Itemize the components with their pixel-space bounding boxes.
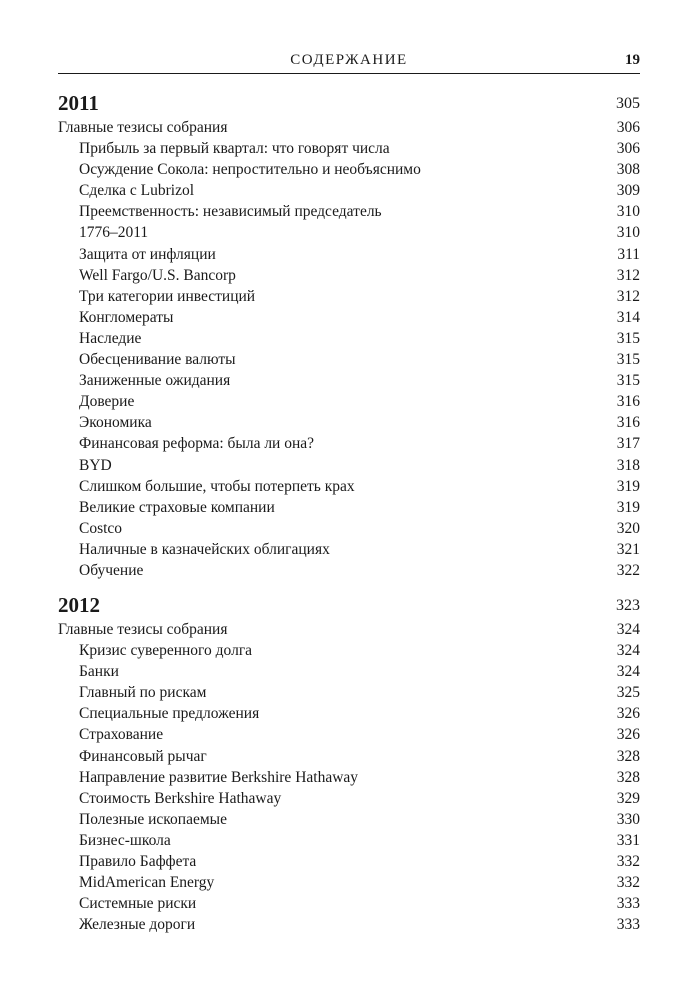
entry-page-number: 311	[617, 245, 640, 263]
toc-entry	[58, 914, 640, 935]
entry-page-number: 316	[616, 393, 640, 411]
entry-title: Главный по рискам	[79, 684, 207, 702]
running-title: СОДЕРЖАНИЕ	[290, 52, 408, 68]
toc-entry-main	[58, 117, 640, 138]
entry-page-number: 330	[616, 810, 640, 828]
entry-title: Банки	[79, 663, 119, 681]
running-header	[58, 50, 640, 72]
toc-entry	[58, 893, 640, 914]
entry-title: 1776–2011	[79, 224, 149, 242]
entry-page-number: 324	[616, 642, 640, 660]
entry-page-number: 325	[616, 684, 640, 702]
toc-entry	[58, 307, 640, 328]
entry-page-number: 328	[616, 768, 640, 786]
toc-entry	[58, 265, 640, 286]
entry-page-number: 317	[616, 435, 640, 453]
entry-title: Преемственность: независимый председатель	[79, 203, 382, 221]
entry-page-number: 312	[616, 287, 640, 305]
entry-page-number: 318	[616, 456, 640, 474]
toc-entry	[58, 180, 640, 201]
entry-title: Бизнес-школа	[79, 831, 171, 849]
toc-section-2011	[58, 89, 640, 581]
entry-page-number: 332	[616, 853, 640, 871]
entry-title: Главные тезисы собрания	[58, 621, 228, 638]
year-title: 2011	[58, 91, 99, 115]
toc-entry	[58, 661, 640, 682]
toc-entry	[58, 222, 640, 243]
entry-page-number: 329	[616, 789, 640, 807]
toc-entry	[58, 872, 640, 893]
toc-entry	[58, 767, 640, 788]
entry-title: Экономика	[79, 414, 152, 432]
toc-entry	[58, 412, 640, 433]
entry-title: Обесценивание валюты	[79, 351, 236, 369]
entry-page-number: 321	[616, 540, 640, 558]
toc-entry-main	[58, 619, 640, 640]
toc-entry	[58, 433, 640, 454]
entry-title: Финансовая реформа: была ли она?	[79, 435, 315, 453]
toc-entry	[58, 746, 640, 767]
entry-page-number: 328	[616, 747, 640, 765]
entry-page-number: 324	[616, 621, 640, 638]
entry-page-number: 326	[616, 726, 640, 744]
entry-title: Конгломераты	[79, 308, 174, 326]
entry-title: MidAmerican Energy	[79, 874, 215, 892]
entry-page-number: 324	[616, 663, 640, 681]
entry-page-number: 322	[616, 561, 640, 579]
entry-title: Направление развитие Berkshire Hathaway	[79, 768, 359, 786]
entry-page-number: 312	[616, 266, 640, 284]
entry-title: BYD	[79, 456, 112, 474]
entry-page-number: 315	[616, 329, 640, 347]
toc-entry-list	[58, 138, 640, 581]
toc-entry	[58, 476, 640, 497]
entry-page-number: 332	[616, 874, 640, 892]
entry-page-number: 315	[616, 351, 640, 369]
toc-entry	[58, 724, 640, 745]
entry-title: Прибыль за первый квартал: что говорят числа	[79, 140, 390, 158]
entry-page-number: 309	[616, 182, 640, 200]
entry-page-number: 310	[616, 224, 640, 242]
entry-title: Well Fargo/U.S. Bancorp	[79, 266, 236, 284]
toc-entry	[58, 560, 640, 581]
toc-entry-list	[58, 640, 640, 935]
entry-title: Кризис суверенного долга	[79, 642, 253, 660]
entry-title: Наследие	[79, 329, 142, 347]
entry-title: Слишком большие, чтобы потерпеть крах	[79, 477, 355, 495]
entry-page-number: 314	[616, 308, 640, 326]
entry-page-number: 333	[616, 895, 640, 913]
toc-entry	[58, 455, 640, 476]
entry-page-number: 306	[616, 119, 640, 136]
entry-page-number: 333	[616, 916, 640, 934]
entry-title: Наличные в казначейских облигациях	[79, 540, 330, 558]
page-number: 19	[625, 52, 640, 68]
toc-entry	[58, 391, 640, 412]
entry-title: Доверие	[79, 393, 135, 411]
toc-entry	[58, 138, 640, 159]
entry-title: Осуждение Сокола: непростительно и необъяснимо	[79, 161, 421, 179]
toc-entry	[58, 703, 640, 724]
entry-title: Заниженные ожидания	[79, 372, 231, 390]
entry-title: Главные тезисы собрания	[58, 119, 228, 136]
toc-entry	[58, 159, 640, 180]
year-page-number: 323	[616, 597, 640, 614]
entry-page-number: 320	[616, 519, 640, 537]
toc-entry	[58, 201, 640, 222]
year-title: 2012	[58, 593, 100, 617]
year-page-number: 305	[616, 95, 640, 112]
toc-entry	[58, 349, 640, 370]
entry-title: Защита от инфляции	[79, 245, 216, 263]
entry-title: Сделка с Lubrizol	[79, 182, 195, 200]
entry-title: Финансовый рычаг	[79, 747, 207, 765]
toc-entry	[58, 788, 640, 809]
entry-title: Полезные ископаемые	[79, 810, 227, 828]
entry-page-number: 319	[616, 477, 640, 495]
entry-page-number: 319	[616, 498, 640, 516]
toc-entry	[58, 244, 640, 265]
entry-page-number: 310	[616, 203, 640, 221]
toc-entry	[58, 809, 640, 830]
entry-page-number: 316	[616, 414, 640, 432]
entry-title: Три категории инвестиций	[79, 287, 256, 305]
toc-entry	[58, 518, 640, 539]
entry-page-number: 326	[616, 705, 640, 723]
toc-entry	[58, 370, 640, 391]
header-rule	[58, 73, 640, 74]
entry-page-number: 308	[616, 161, 640, 179]
toc-entry	[58, 328, 640, 349]
entry-title: Обучение	[79, 561, 144, 579]
toc-entry	[58, 286, 640, 307]
toc-section-2012	[58, 591, 640, 935]
toc-entry	[58, 682, 640, 703]
toc-entry	[58, 851, 640, 872]
toc-entry	[58, 497, 640, 518]
year-heading	[58, 89, 640, 117]
entry-page-number: 306	[616, 140, 640, 158]
toc-entry	[58, 640, 640, 661]
entry-title: Системные риски	[79, 895, 197, 913]
entry-title: Специальные предложения	[79, 705, 260, 723]
entry-page-number: 315	[616, 372, 640, 390]
entry-title: Великие страховые компании	[79, 498, 275, 516]
entry-title: Правило Баффета	[79, 853, 197, 871]
toc-entry	[58, 830, 640, 851]
entry-title: Стоимость Berkshire Hathaway	[79, 789, 282, 807]
entry-title: Железные дороги	[79, 916, 196, 934]
toc-entry	[58, 539, 640, 560]
entry-title: Страхование	[79, 726, 164, 744]
entry-title: Costco	[79, 519, 123, 537]
entry-page-number: 331	[616, 831, 640, 849]
year-heading	[58, 591, 640, 619]
